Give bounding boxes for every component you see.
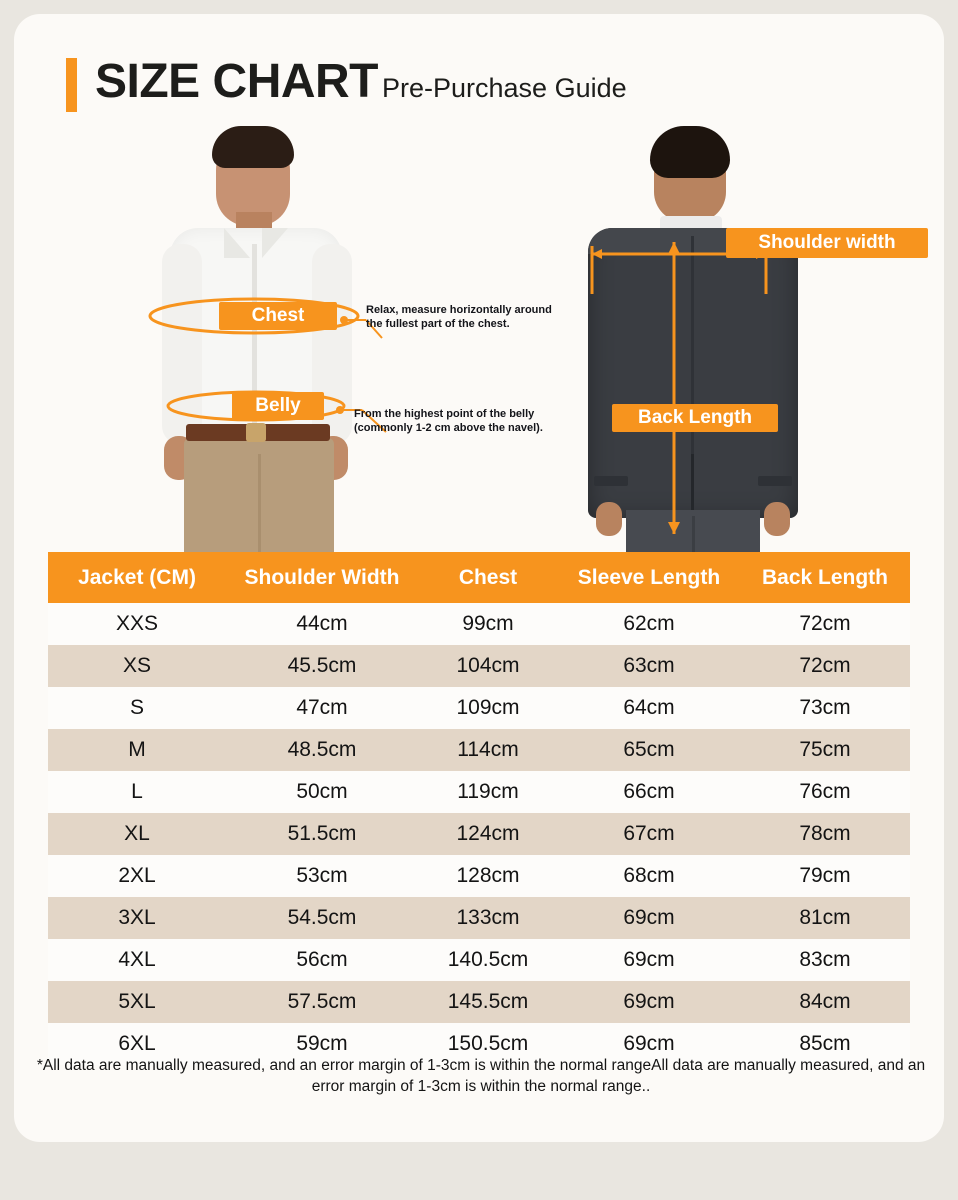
cell-chest: 109cm: [418, 687, 558, 729]
cell-sleeve: 69cm: [558, 897, 740, 939]
cell-sleeve: 67cm: [558, 813, 740, 855]
footnote-text: *All data are manually measured, and an error margin of 1-3cm is within the normal rangeAll data are manually measured, and an error margin of 1-3cm is within the normal range..: [36, 1057, 926, 1095]
table-row: [48, 813, 910, 855]
cell-chest: 114cm: [418, 729, 558, 771]
cell-back: 72cm: [740, 603, 910, 645]
cell-back: 72cm: [740, 645, 910, 687]
shoulder-width-label-tag: Shoulder width: [726, 228, 928, 258]
cell-shoulder: 45.5cm: [226, 645, 418, 687]
size-table-head: [48, 552, 910, 603]
cell-back: 79cm: [740, 855, 910, 897]
measurement-lines: [14, 124, 944, 554]
cell-sleeve: 69cm: [558, 1023, 740, 1065]
cell-back: 76cm: [740, 771, 910, 813]
cell-back: 83cm: [740, 939, 910, 981]
cell-sleeve: 63cm: [558, 645, 740, 687]
size-table: [48, 552, 910, 1065]
cell-sleeve: 68cm: [558, 855, 740, 897]
page-header: [66, 55, 627, 112]
cell-shoulder: 57.5cm: [226, 981, 418, 1023]
cell-shoulder: 54.5cm: [226, 897, 418, 939]
cell-chest: 133cm: [418, 897, 558, 939]
chest-measure-note: Relax, measure horizontally around the fullest part of the chest.: [366, 304, 552, 330]
table-row: [48, 771, 910, 813]
cell-size: 4XL: [48, 939, 226, 981]
table-row: [48, 645, 910, 687]
cell-chest: 104cm: [418, 645, 558, 687]
cell-back: 73cm: [740, 687, 910, 729]
belly-label-tag: Belly: [232, 392, 324, 420]
cell-chest: 140.5cm: [418, 939, 558, 981]
table-row: [48, 603, 910, 645]
table-row: [48, 729, 910, 771]
cell-shoulder: 44cm: [226, 603, 418, 645]
cell-chest: 128cm: [418, 855, 558, 897]
cell-back: 75cm: [740, 729, 910, 771]
cell-shoulder: 53cm: [226, 855, 418, 897]
cell-size: L: [48, 771, 226, 813]
belly-measure-note: From the highest point of the belly (commonly 1-2 cm above the navel).: [354, 408, 543, 434]
col-header-sleeve-length: Sleeve Length: [558, 552, 740, 603]
cell-chest: 145.5cm: [418, 981, 558, 1023]
cell-size: XS: [48, 645, 226, 687]
col-header-shoulder-width: Shoulder Width: [226, 552, 418, 603]
chest-label-tag: Chest: [219, 302, 337, 330]
cell-shoulder: 51.5cm: [226, 813, 418, 855]
cell-size: 6XL: [48, 1023, 226, 1065]
cell-sleeve: 69cm: [558, 939, 740, 981]
page-title: SIZE CHART: [95, 55, 378, 108]
cell-chest: 119cm: [418, 771, 558, 813]
page-subtitle: Pre-Purchase Guide: [382, 73, 627, 103]
table-row: [48, 687, 910, 729]
cell-chest: 124cm: [418, 813, 558, 855]
back-length-label-tag: Back Length: [612, 404, 778, 432]
col-header-chest: Chest: [418, 552, 558, 603]
table-row: [48, 939, 910, 981]
cell-shoulder: 50cm: [226, 771, 418, 813]
cell-sleeve: 66cm: [558, 771, 740, 813]
size-table-body: [48, 603, 910, 1065]
cell-shoulder: 48.5cm: [226, 729, 418, 771]
table-row: [48, 897, 910, 939]
cell-sleeve: 69cm: [558, 981, 740, 1023]
illustration-area: [14, 124, 944, 554]
cell-chest: 150.5cm: [418, 1023, 558, 1065]
cell-back: 84cm: [740, 981, 910, 1023]
cell-back: 85cm: [740, 1023, 910, 1065]
table-row: [48, 981, 910, 1023]
size-chart-card: [14, 14, 944, 1142]
col-header-back-length: Back Length: [740, 552, 910, 603]
table-header-row: [48, 552, 910, 603]
size-table-wrap: [48, 552, 910, 1065]
cell-sleeve: 62cm: [558, 603, 740, 645]
cell-sleeve: 64cm: [558, 687, 740, 729]
cell-back: 78cm: [740, 813, 910, 855]
col-header-jacket: Jacket (CM): [48, 552, 226, 603]
cell-shoulder: 59cm: [226, 1023, 418, 1065]
cell-size: 2XL: [48, 855, 226, 897]
cell-size: M: [48, 729, 226, 771]
cell-shoulder: 47cm: [226, 687, 418, 729]
cell-shoulder: 56cm: [226, 939, 418, 981]
cell-back: 81cm: [740, 897, 910, 939]
cell-sleeve: 65cm: [558, 729, 740, 771]
cell-size: 5XL: [48, 981, 226, 1023]
cell-size: XXS: [48, 603, 226, 645]
cell-size: S: [48, 687, 226, 729]
table-row: [48, 855, 910, 897]
cell-size: 3XL: [48, 897, 226, 939]
cell-chest: 99cm: [418, 603, 558, 645]
cell-size: XL: [48, 813, 226, 855]
accent-bar: [66, 58, 77, 112]
